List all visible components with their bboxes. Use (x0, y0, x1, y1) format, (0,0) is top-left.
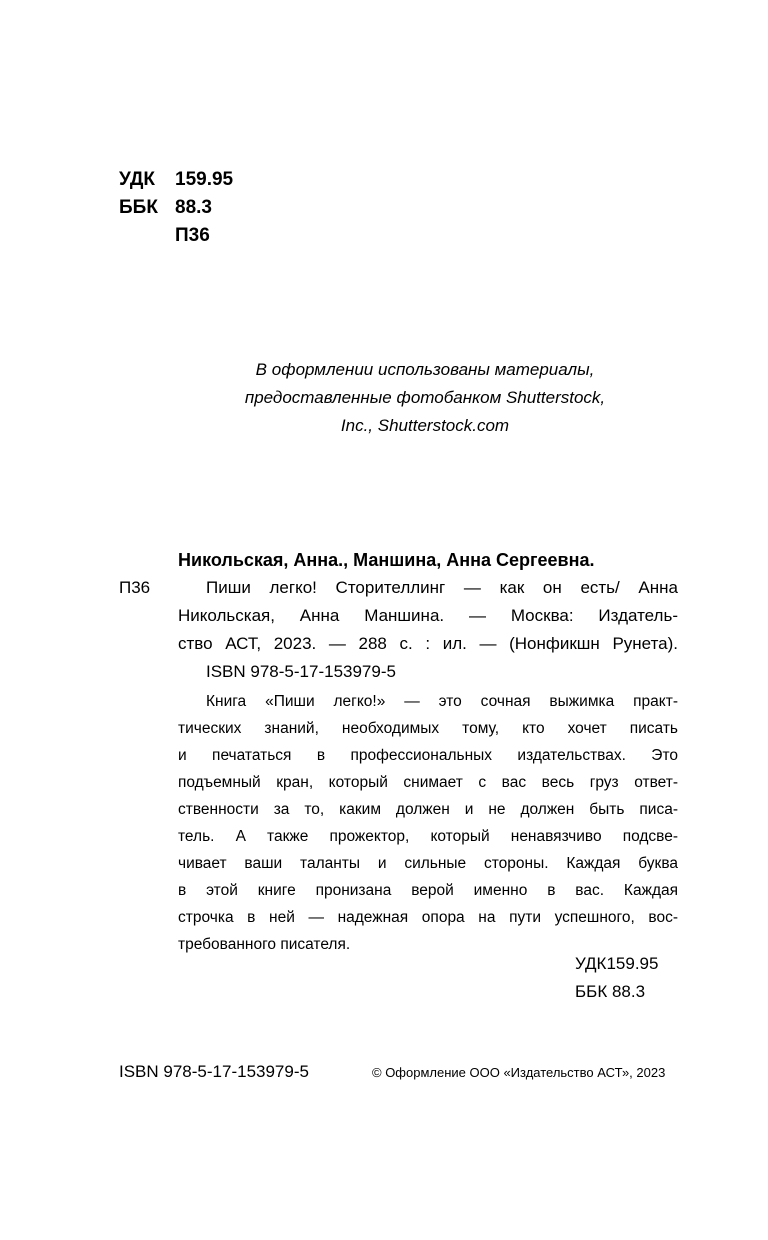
biblio-line: Никольская, Анна Маншина. — Москва: Издатель- (178, 606, 678, 625)
author-mark: П36 (175, 225, 210, 246)
catalog-code: П36 (119, 578, 151, 597)
udk-right: УДК159.95 (575, 954, 659, 973)
catalog-isbn: ISBN 978-5-17-153979-5 (206, 662, 396, 681)
credit-line: предоставленные фотобанком Shutterstock, (244, 388, 606, 407)
udk-row (119, 166, 233, 194)
annotation-line: строчка в ней — надежная опора на пути успешного, вос- (178, 909, 678, 926)
author-mark-row (119, 222, 210, 250)
annotation-line: подъемный кран, который снимает с вас весь груз ответ- (178, 774, 678, 791)
bbk-row (119, 194, 212, 222)
annotation-line: тель. А также прожектор, который ненавязчиво подсве- (178, 828, 678, 845)
biblio-line: Пиши легко! Сторителлинг — как он есть/ Анна (206, 578, 678, 597)
annotation (178, 688, 678, 958)
image-credit (190, 356, 660, 440)
biblio-line: ство АСТ, 2023. — 288 с. : ил. — (Нонфикшн Рунета). (178, 634, 678, 653)
bbk-value: 88.3 (175, 197, 212, 218)
author-heading: Никольская, Анна., Маншина, Анна Сергеевна. (178, 550, 595, 570)
credit-line: В оформлении использованы материалы, (255, 360, 595, 379)
annotation-line: Книга «Пиши легко!» — это сочная выжимка практ- (206, 693, 678, 710)
copyright-notice: © Оформление ООО «Издательство АСТ», 2023 (372, 1065, 666, 1080)
catalog-codes (575, 950, 658, 1006)
udk-label: УДК (119, 169, 155, 190)
annotation-line: чивает ваши таланты и сильные стороны. Каждая буква (178, 855, 678, 872)
footer-isbn: ISBN 978-5-17-153979-5 (119, 1062, 309, 1081)
annotation-line: и печататься в профессиональных издательствах. Это (178, 747, 678, 764)
udk-value: 159.95 (175, 169, 234, 190)
bibliographic-description (178, 574, 678, 658)
annotation-line: требованного писателя. (178, 936, 351, 953)
annotation-line: в этой книге пронизана верой именно в вас. Каждая (178, 882, 678, 899)
annotation-line: тических знаний, необходимых тому, кто хочет писать (178, 720, 678, 737)
annotation-line: ственности за то, каким должен и не должен быть писа- (178, 801, 678, 818)
bbk-right: ББК 88.3 (575, 982, 646, 1001)
bbk-label: ББК (119, 197, 158, 218)
credit-line: Inc., Shutterstock.com (340, 416, 510, 435)
